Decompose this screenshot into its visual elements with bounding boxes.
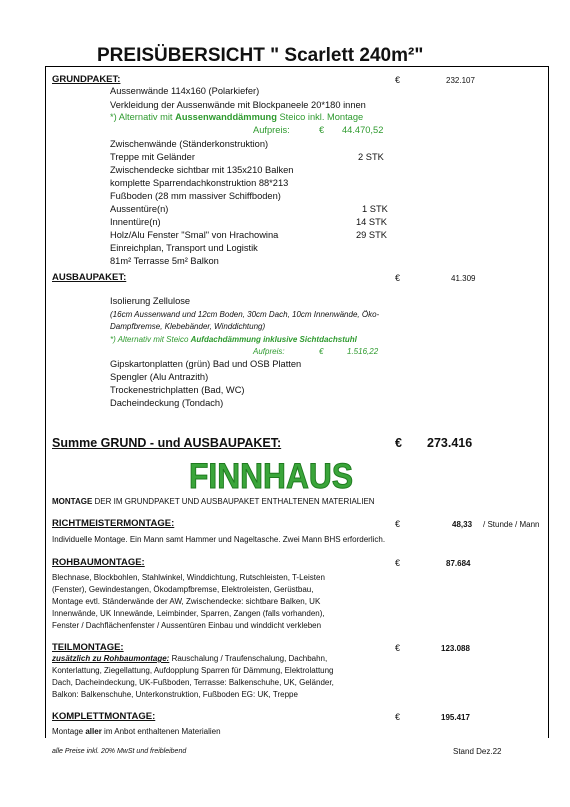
grundpaket-line: Aussenwände 114x160 (Polarkiefer) [110, 86, 260, 96]
montage-intro-rest: DER IM GRUNDPAKET UND AUSBAUPAKET ENTHALTENEN MATERIALIEN [92, 497, 375, 506]
grundpaket-item-label: Holz/Alu Fenster "Smal" von Hrachowina [110, 230, 279, 240]
ausbaupaket-euro: € [395, 273, 401, 283]
grundpaket-item-qty: 2 STK [358, 152, 384, 162]
grundpaket-item-label: 81m² Terrasse 5m² Balkon [110, 256, 219, 266]
ausbaupaket-heading: AUSBAUPAKET: [52, 272, 127, 283]
rohbau-line: Montage evtl. Ständerwände der AW, Zwischendecke: sichtbare Balken, UK [52, 597, 321, 606]
footer-stand: Stand Dez.22 [453, 747, 502, 756]
ausbaupaket-item: Spengler (Alu Antrazith) [110, 372, 209, 382]
finnhaus-logo-text: FINNHAUS [189, 457, 353, 494]
teil-line: Konterlattung, Ziegellattung, Aufdopplung Sparren für Dämmung, Elektrolattung [52, 666, 334, 675]
alt-suffix: Steico inkl. Montage [276, 112, 364, 122]
komplett-desc [52, 727, 221, 736]
rohbau-heading: ROHBAUMONTAGE: [52, 557, 145, 568]
rohbau-line: Fenster / Dachflächenfenster / Aussentüren Einbau und winddicht verkleben [52, 621, 322, 630]
rohbau-line: Blechnase, Blockbohlen, Stahlwinkel, Winddichtung, Rutschleisten, T-Leisten [52, 573, 325, 582]
teil-euro: € [395, 643, 401, 653]
frame-left-line [45, 66, 46, 738]
montage-intro [52, 497, 375, 506]
teil-line-first: Rauschalung / Traufenschalung, Dachbahn, [169, 654, 328, 663]
rohbau-line: Innenwände, UK Innewände, Leimbinder, Sparren, Zangen (falls vorhanden), [52, 609, 325, 618]
grundpaket-euro: € [395, 75, 401, 85]
grundpaket-price: 232.107 [446, 76, 475, 85]
grundpaket-item-label: Innentüre(n) [110, 217, 161, 227]
teil-line: Dach, Dacheindeckung, UK-Fußboden, Terrasse: Balkenschuhe, UK, Geländer, [52, 678, 334, 687]
grundpaket-item-label: Zwischenwände (Ständerkonstruktion) [110, 139, 269, 149]
grundpaket-item-qty: 14 STK [356, 217, 388, 227]
ausbaupaket-item: Dacheindeckung (Tondach) [110, 398, 224, 408]
summe-value: 273.416 [427, 436, 473, 450]
teil-line [52, 654, 327, 663]
grundpaket-item-qty: 29 STK [356, 230, 388, 240]
komplett-desc-bold: aller [85, 727, 102, 736]
komplett-price: 195.417 [441, 713, 470, 722]
rohbau-euro: € [395, 558, 401, 568]
grundpaket-aufpreis-label: Aufpreis: [253, 125, 290, 135]
grundpaket-item-label: komplette Sparrendachkonstruktion 88*213 [110, 178, 289, 188]
frame-top-line [45, 66, 549, 67]
teil-line: Balkon: Balkenschuhe, Unterkonstruktion, Fußboden EG: UK, Treppe [52, 690, 298, 699]
komplett-desc-pre: Montage [52, 727, 86, 736]
montage-intro-bold: MONTAGE [52, 497, 93, 506]
rohbau-price: 87.684 [446, 559, 471, 568]
richtmeister-unit: / Stunde / Mann [483, 520, 540, 529]
ausbaupaket-line: Isolierung Zellulose [110, 296, 191, 306]
rohbau-line: (Fenster), Gewindestangen, Ökodampfbremse, Elektroleisten, Gerüstbau, [52, 585, 314, 594]
ausbaupaket-aufpreis-label: Aufpreis: [253, 347, 285, 356]
ausbaupaket-note: (16cm Aussenwand und 12cm Boden, 30cm Dach, 10cm Innenwände, Öko- [110, 310, 380, 319]
komplett-heading: KOMPLETTMONTAGE: [52, 711, 156, 722]
grundpaket-item-label: Fußboden (28 mm massiver Schiffboden) [110, 191, 281, 201]
ausbaupaket-aufpreis-value: 1.516,22 [347, 347, 379, 356]
page-title: PREISÜBERSICHT " Scarlett 240m²" [97, 45, 424, 66]
grundpaket-line: Verkleidung der Aussenwände mit Blockpaneele 20*180 innen [110, 100, 366, 110]
summe-euro: € [395, 436, 402, 450]
richtmeister-euro: € [395, 519, 401, 529]
alt-prefix: *) Alternativ mit [110, 112, 176, 122]
richtmeister-heading: RICHTMEISTERMONTAGE: [52, 518, 175, 529]
finnhaus-logo [188, 456, 354, 494]
teil-price: 123.088 [441, 644, 470, 653]
grundpaket-item-qty: 1 STK [362, 204, 388, 214]
grundpaket-aufpreis-value: 44.470,52 [342, 125, 384, 135]
footer-note: alle Preise inkl. 20% MwSt und freibleibend [52, 748, 187, 755]
ausbaupaket-aufpreis-euro: € [319, 347, 324, 356]
alt-bold: Aufdachdämmung inklusive Sichtdachstuhl [190, 335, 357, 344]
grundpaket-aufpreis-euro: € [319, 125, 325, 135]
ausbaupaket-note: Dampfbremse, Klebebänder, Winddichtung) [110, 322, 266, 331]
grundpaket-item-label: Treppe mit Geländer [110, 152, 195, 162]
grundpaket-item-label: Zwischendecke sichtbar mit 135x210 Balken [110, 165, 294, 175]
richtmeister-desc: Individuelle Montage. Ein Mann samt Hammer und Nageltasche. Zwei Mann BHS erforderlich. [52, 535, 386, 544]
grundpaket-item-label: Einreichplan, Transport und Logistik [110, 243, 258, 253]
richtmeister-price: 48,33 [452, 520, 473, 529]
ausbaupaket-item: Trockenestrichplatten (Bad, WC) [110, 385, 245, 395]
grundpaket-alternative [110, 112, 363, 122]
teil-sub-bold: zusätzlich zu Rohbaumontage: [52, 654, 170, 663]
komplett-desc-post: im Anbot enthaltenen Materialien [101, 727, 221, 736]
komplett-euro: € [395, 712, 401, 722]
grundpaket-heading: GRUNDPAKET: [52, 74, 121, 85]
ausbaupaket-alternative [110, 335, 357, 344]
grundpaket-item-label: Aussentüre(n) [110, 204, 169, 214]
alt-prefix: *) Alternativ mit Steico [110, 335, 191, 344]
ausbaupaket-price: 41.309 [451, 274, 476, 283]
teil-heading: TEILMONTAGE: [52, 642, 124, 653]
summe-label: Summe GRUND - und AUSBAUPAKET: [52, 436, 282, 450]
frame-right-line [548, 66, 549, 738]
alt-bold: Aussenwanddämmung [175, 112, 277, 122]
ausbaupaket-item: Gipskartonplatten (grün) Bad und OSB Platten [110, 359, 302, 369]
